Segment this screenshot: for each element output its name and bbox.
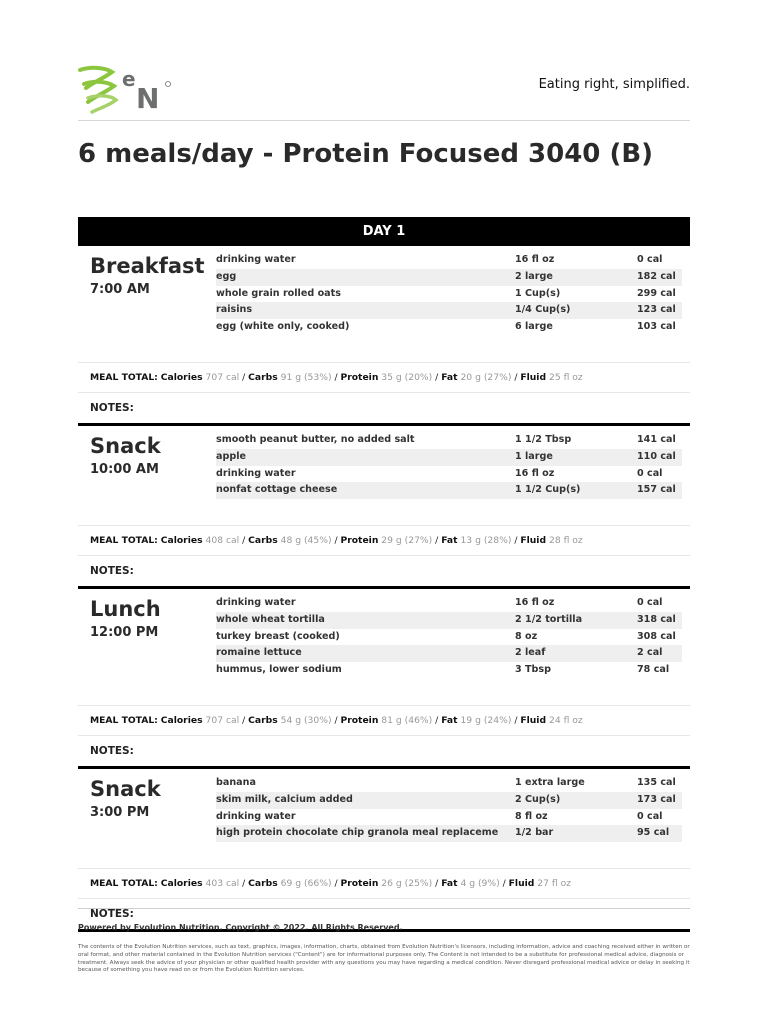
food-cal: 141 cal xyxy=(637,434,676,445)
protein-label: Protein xyxy=(340,715,379,726)
meal-total-label: MEAL TOTAL: xyxy=(90,372,158,383)
food-row xyxy=(216,252,682,269)
calories-label: Calories xyxy=(160,535,203,546)
food-qty: 6 large xyxy=(515,321,553,333)
fluid-value: 27 fl oz xyxy=(537,878,572,889)
fat-label: Fat xyxy=(441,535,458,546)
food-list xyxy=(216,595,690,705)
food-qty: 3 Tbsp xyxy=(515,664,552,676)
food-name: drinking water xyxy=(216,810,296,822)
food-row xyxy=(216,432,682,449)
protein-label: Protein xyxy=(340,535,379,546)
food-row xyxy=(216,645,682,662)
footer-divider xyxy=(78,908,690,909)
food-qty: 1/2 bar xyxy=(515,827,554,839)
food-qty: 1/4 Cup(s) xyxy=(515,304,571,316)
meal-section xyxy=(78,586,690,766)
food-row xyxy=(216,595,682,612)
food-row xyxy=(216,629,682,646)
meal-name: Snack xyxy=(90,777,161,801)
meal-total-label: MEAL TOTAL: xyxy=(90,715,158,726)
zen-logo xyxy=(78,64,174,114)
meal-header xyxy=(78,246,690,362)
food-cal: 135 cal xyxy=(637,777,676,788)
food-row xyxy=(216,319,682,336)
protein-value: 26 g (25%) xyxy=(381,878,433,889)
food-cal: 0 cal xyxy=(637,597,663,608)
carbs-label: Carbs xyxy=(248,372,278,383)
food-name: nonfat cottage cheese xyxy=(216,484,338,496)
notes-label: NOTES: xyxy=(90,908,134,920)
page-header xyxy=(78,0,690,121)
protein-value: 35 g (20%) xyxy=(381,372,433,383)
meal-section xyxy=(78,423,690,586)
food-row xyxy=(216,466,682,483)
carbs-label: Carbs xyxy=(248,878,278,889)
food-qty: 8 oz xyxy=(515,630,538,642)
food-qty: 2 Cup(s) xyxy=(515,793,561,805)
food-row xyxy=(216,612,682,629)
food-cal: 173 cal xyxy=(637,793,676,805)
food-row xyxy=(216,792,682,809)
food-cal: 110 cal xyxy=(637,450,676,462)
notes-label: NOTES: xyxy=(90,402,134,414)
meal-total-label: MEAL TOTAL: xyxy=(90,878,158,889)
food-row xyxy=(216,825,682,842)
calories-value: 707 cal xyxy=(205,372,240,383)
page-title: 6 meals/day - Protein Focused 3040 (B) xyxy=(78,139,654,169)
food-cal: 299 cal xyxy=(637,287,676,299)
food-cal: 182 cal xyxy=(637,270,676,282)
protein-value: 81 g (46%) xyxy=(381,715,433,726)
food-list xyxy=(216,252,690,362)
food-qty: 1 Cup(s) xyxy=(515,287,561,299)
food-row xyxy=(216,286,682,303)
food-qty: 1 1/2 Cup(s) xyxy=(515,484,581,496)
fat-label: Fat xyxy=(441,372,458,383)
svg-text:N: N xyxy=(136,82,160,114)
food-cal: 157 cal xyxy=(637,484,676,496)
fat-value: 4 g (9%) xyxy=(460,878,500,889)
food-list xyxy=(216,432,690,525)
protein-value: 29 g (27%) xyxy=(381,535,433,546)
calories-value: 707 cal xyxy=(205,715,240,726)
meal-name-column xyxy=(78,595,216,705)
food-cal: 123 cal xyxy=(637,304,676,316)
meal-total: MEAL TOTAL: Calories 408 cal / Carbs 48 g (45%) / Protein 29 g (27%) / Fat 13 g (28%) / Fluid 28 fl oz xyxy=(90,535,583,546)
food-qty: 2 large xyxy=(515,270,553,282)
protein-label: Protein xyxy=(340,878,379,889)
food-qty: 16 fl oz xyxy=(515,597,555,608)
food-name: apple xyxy=(216,450,247,462)
fluid-label: Fluid xyxy=(520,372,547,383)
food-name: smooth peanut butter, no added salt xyxy=(216,434,415,445)
food-cal: 78 cal xyxy=(637,664,670,676)
food-name: skim milk, calcium added xyxy=(216,793,353,805)
food-cal: 0 cal xyxy=(637,254,663,265)
day-header: DAY 1 xyxy=(78,217,690,246)
meal-section xyxy=(78,246,690,423)
meal-time: 10:00 AM xyxy=(90,462,159,477)
food-name: whole wheat tortilla xyxy=(216,613,325,625)
fluid-value: 25 fl oz xyxy=(548,372,583,383)
carbs-label: Carbs xyxy=(248,535,278,546)
food-qty: 16 fl oz xyxy=(515,467,555,479)
calories-value: 408 cal xyxy=(205,535,240,546)
meal-section xyxy=(78,766,690,929)
food-cal: 103 cal xyxy=(637,321,676,333)
food-cal: 0 cal xyxy=(637,467,663,479)
food-qty: 2 leaf xyxy=(515,647,546,659)
food-row xyxy=(216,449,682,466)
food-name: egg xyxy=(216,270,237,282)
fluid-value: 28 fl oz xyxy=(548,535,583,546)
food-qty: 16 fl oz xyxy=(515,254,555,265)
food-qty: 8 fl oz xyxy=(515,810,548,822)
food-cal: 2 cal xyxy=(637,647,663,659)
meal-name: Snack xyxy=(90,434,161,458)
meals-container xyxy=(78,246,690,932)
fat-value: 19 g (24%) xyxy=(460,715,512,726)
fat-label: Fat xyxy=(441,715,458,726)
meal-time: 7:00 AM xyxy=(90,282,150,297)
food-list xyxy=(216,775,690,868)
food-name: raisins xyxy=(216,304,253,316)
carbs-value: 48 g (45%) xyxy=(280,535,332,546)
meal-header xyxy=(78,769,690,868)
footer-copyright: Powered by Evolution Nutrition. Copyright © 2022. All Rights Reserved. xyxy=(78,923,403,932)
meal-total: MEAL TOTAL: Calories 707 cal / Carbs 91 g (53%) / Protein 35 g (20%) / Fat 20 g (27%) / Fluid 25 fl oz xyxy=(90,372,583,383)
calories-label: Calories xyxy=(160,715,203,726)
fluid-label: Fluid xyxy=(520,715,547,726)
food-row xyxy=(216,662,682,679)
calories-label: Calories xyxy=(160,372,203,383)
fat-label: Fat xyxy=(441,878,458,889)
food-qty: 1 1/2 Tbsp xyxy=(515,434,572,445)
meal-name-column xyxy=(78,432,216,525)
meal-name: Breakfast xyxy=(90,254,205,278)
fat-value: 13 g (28%) xyxy=(460,535,512,546)
carbs-value: 69 g (66%) xyxy=(280,878,332,889)
food-row xyxy=(216,809,682,826)
food-name: high protein chocolate chip granola meal replaceme xyxy=(216,827,499,839)
document-page xyxy=(78,0,690,932)
fluid-value: 24 fl oz xyxy=(548,715,583,726)
food-name: turkey breast (cooked) xyxy=(216,630,340,642)
meal-time: 12:00 PM xyxy=(90,625,159,640)
food-cal: 95 cal xyxy=(637,827,670,839)
food-name: whole grain rolled oats xyxy=(216,287,341,299)
meal-total: MEAL TOTAL: Calories 403 cal / Carbs 69 g (66%) / Protein 26 g (25%) / Fat 4 g (9%) / Fluid 27 fl oz xyxy=(90,878,572,889)
food-name: egg (white only, cooked) xyxy=(216,321,350,333)
meal-name-column xyxy=(78,252,216,362)
food-name: drinking water xyxy=(216,467,296,479)
food-row xyxy=(216,302,682,319)
meal-total-label: MEAL TOTAL: xyxy=(90,535,158,546)
meal-header xyxy=(78,589,690,705)
meal-total: MEAL TOTAL: Calories 707 cal / Carbs 54 g (30%) / Protein 81 g (46%) / Fat 19 g (24%) / Fluid 24 fl oz xyxy=(90,715,583,726)
notes-label: NOTES: xyxy=(90,745,134,757)
food-name: romaine lettuce xyxy=(216,647,302,659)
food-row xyxy=(216,482,682,499)
food-name: hummus, lower sodium xyxy=(216,664,342,676)
food-name: drinking water xyxy=(216,597,296,608)
food-cal: 0 cal xyxy=(637,810,663,822)
svg-text:e: e xyxy=(122,67,136,91)
food-name: drinking water xyxy=(216,254,296,265)
food-cal: 318 cal xyxy=(637,613,676,625)
notes-label: NOTES: xyxy=(90,565,134,577)
carbs-label: Carbs xyxy=(248,715,278,726)
meal-name-column xyxy=(78,775,216,868)
food-cal: 308 cal xyxy=(637,630,676,642)
tagline: Eating right, simplified. xyxy=(538,77,690,92)
meal-header xyxy=(78,426,690,525)
carbs-value: 91 g (53%) xyxy=(280,372,332,383)
food-row xyxy=(216,775,682,792)
fat-value: 20 g (27%) xyxy=(460,372,512,383)
fluid-label: Fluid xyxy=(508,878,535,889)
calories-value: 403 cal xyxy=(205,878,240,889)
food-qty: 1 extra large xyxy=(515,777,585,788)
calories-label: Calories xyxy=(160,878,203,889)
protein-label: Protein xyxy=(340,372,379,383)
meal-time: 3:00 PM xyxy=(90,805,150,820)
food-row xyxy=(216,269,682,286)
carbs-value: 54 g (30%) xyxy=(280,715,332,726)
food-qty: 2 1/2 tortilla xyxy=(515,613,583,625)
footer-disclaimer: The contents of the Evolution Nutrition services, such as text, graphics, images, information, charts, obtained from Evolution Nutrition's licensors, including information, advice and coaching received either in written or oral format, and other material contained in the Evolution Nutrition services ("Content") are for informational purposes only. The Content is not intended to be a substitute for professional medical advice, diagnosis or treatment. Always seek the advice of your physician or other qualified health provider with any questions you may have regarding a medical condition. Never disregard professional medical advice or delay in seeking it because of something you have read on or from the Evolution Nutrition services. xyxy=(78,944,690,974)
meal-name: Lunch xyxy=(90,597,161,621)
food-qty: 1 large xyxy=(515,450,553,462)
food-name: banana xyxy=(216,777,256,788)
fluid-label: Fluid xyxy=(520,535,547,546)
